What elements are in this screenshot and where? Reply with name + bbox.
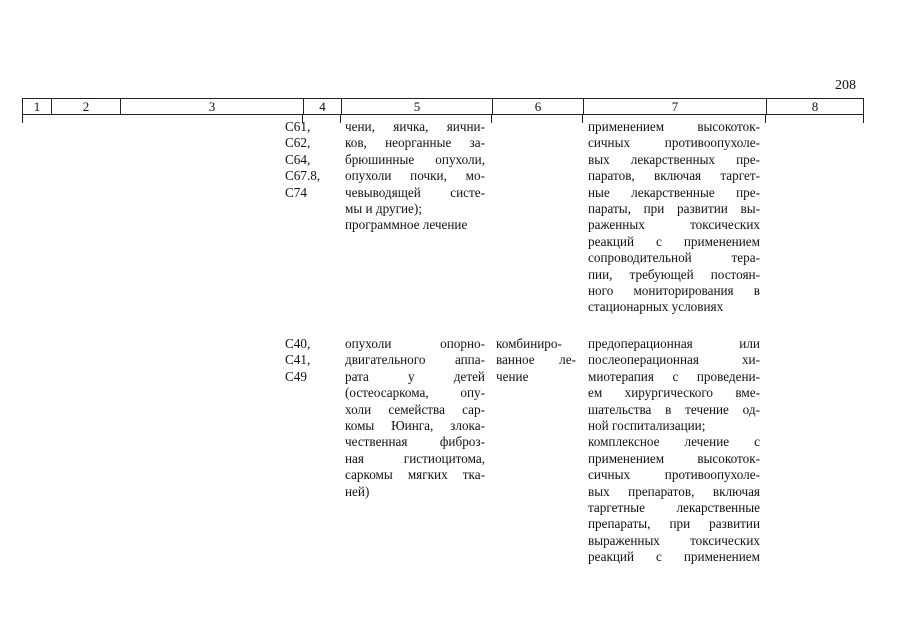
method-line: раженных токсических — [588, 217, 760, 233]
column-separator — [340, 115, 341, 123]
method-line: ем хирургического вме- — [588, 385, 760, 401]
method-line: послеоперационная хи- — [588, 352, 760, 368]
method-line: ного мониторирования в — [588, 283, 760, 299]
model-line: чественная фиброз- — [345, 434, 485, 450]
method-line: сопроводительной тера- — [588, 250, 760, 266]
model-line: опухоли опорно- — [345, 336, 485, 351]
model-line: двигательного аппа- — [345, 352, 485, 368]
treatment-method — [588, 336, 760, 566]
icd-code: C64, — [285, 151, 311, 167]
patient-model — [345, 336, 485, 500]
method-line: стационарных условиях — [588, 299, 724, 315]
method-line: пии, требующей постоян- — [588, 266, 760, 282]
model-line: ная гистиоцитома, — [345, 450, 485, 466]
column-separator — [582, 115, 583, 123]
treatment-type-line: чение — [496, 368, 529, 384]
icd-code: C41, — [285, 352, 311, 368]
page-number: 208 — [835, 78, 856, 93]
method-line: выраженных токсических — [588, 532, 760, 548]
model-line: мы и другие); — [345, 201, 422, 217]
treatment-type-line: комбиниро- — [496, 336, 562, 351]
icd-codes — [285, 119, 335, 201]
icd-code: C62, — [285, 135, 311, 151]
method-line: применением высокоток- — [588, 119, 760, 134]
model-line: опухоли почки, мо- — [345, 168, 485, 184]
icd-code: C74 — [285, 184, 307, 200]
model-line: саркомы мягких тка- — [345, 467, 485, 483]
icd-code: C67.8, — [285, 168, 321, 184]
patient-model — [345, 119, 485, 234]
method-line: параты, при развитии вы- — [588, 201, 760, 217]
model-line: рата у детей — [345, 368, 485, 384]
method-line: применением высокоток- — [588, 450, 760, 466]
column-separator — [765, 115, 766, 123]
method-line: паратов, включая таргет- — [588, 168, 760, 184]
column-separator — [22, 115, 23, 123]
header-cell-1: 1 — [23, 99, 52, 114]
header-cell-4: 4 — [304, 99, 342, 114]
method-line: сичных противоопухоле- — [588, 135, 760, 151]
header-cell-5: 5 — [342, 99, 493, 114]
model-line: комы Юинга, злока- — [345, 418, 485, 434]
method-line: комплексное лечение с — [588, 434, 760, 450]
column-separator — [863, 115, 864, 123]
header-cell-6: 6 — [493, 99, 584, 114]
model-line: программное лечение — [345, 217, 468, 233]
model-line: холи семейства сар- — [345, 401, 485, 417]
icd-codes — [285, 336, 335, 385]
icd-code: C40, — [285, 336, 311, 351]
method-line: сичных противоопухоле- — [588, 467, 760, 483]
method-line: реакций с применением — [588, 233, 760, 249]
header-cell-2: 2 — [52, 99, 121, 114]
method-line: вых лекарственных пре- — [588, 151, 760, 167]
header-cell-3: 3 — [121, 99, 304, 114]
model-line: чени, яичка, яични- — [345, 119, 485, 134]
model-line: брюшинные опухоли, — [345, 151, 485, 167]
model-line: (остеосаркома, опу- — [345, 385, 485, 401]
treatment-type — [496, 336, 576, 385]
table-header-row — [22, 98, 864, 115]
model-line: ней) — [345, 483, 370, 499]
method-line: таргетные лекарственные — [588, 500, 760, 516]
model-line: ков, неорганные за- — [345, 135, 485, 151]
method-line: ной госпитализации; — [588, 418, 706, 434]
treatment-type-line: ванное ле- — [496, 352, 576, 368]
icd-code: C49 — [285, 368, 307, 384]
method-line: ные лекарственные пре- — [588, 184, 760, 200]
treatment-method — [588, 119, 760, 316]
icd-code: C61, — [285, 119, 311, 134]
header-cell-7: 7 — [584, 99, 767, 114]
method-line: предоперационная или — [588, 336, 760, 351]
method-line: реакций с применением — [588, 549, 760, 565]
model-line: чевыводящей систе- — [345, 184, 485, 200]
method-line: препараты, при развитии — [588, 516, 760, 532]
column-separator — [491, 115, 492, 123]
method-line: миотерапия с проведени- — [588, 368, 760, 384]
method-line: шательства в течение од- — [588, 401, 760, 417]
header-cell-8: 8 — [811, 99, 819, 114]
method-line: вых препаратов, включая — [588, 483, 760, 499]
